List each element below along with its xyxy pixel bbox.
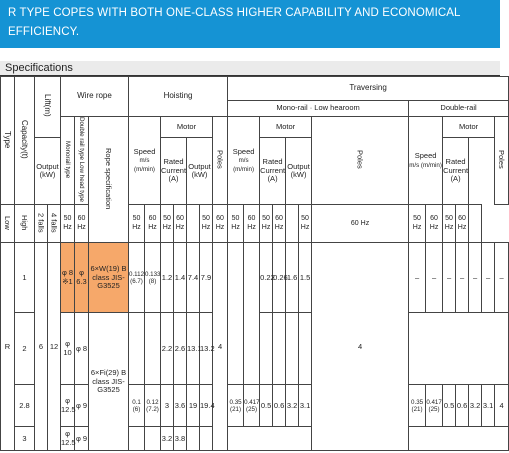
header-hoist-poles: Poles xyxy=(213,117,228,205)
mono-output-50: 0.5 xyxy=(260,385,273,427)
hoist-current-60: 19.4 xyxy=(200,385,213,427)
hoist-poles-cell: 4 xyxy=(213,243,228,451)
dash-cell: – xyxy=(409,243,426,313)
header-double-rail-type: Double rail type Low head type xyxy=(75,117,89,205)
dash-cell: – xyxy=(456,243,469,313)
monorail-rope-cell: φ 8 ※1 xyxy=(61,243,75,313)
hz-60: 60 Hz xyxy=(145,205,161,243)
hz-60: 60 Hz xyxy=(426,205,443,243)
hoist-output-50: 3.2 xyxy=(161,427,174,451)
capacity-cell: 3 xyxy=(15,427,35,451)
hoist-current-60: 13.2 xyxy=(200,313,213,385)
dash-cell: – xyxy=(469,243,482,313)
hz-50: 50 Hz xyxy=(299,205,312,243)
hoist-speed-50: 0.112 (6.7) xyxy=(129,243,145,313)
double-rail-blank xyxy=(409,313,509,385)
header-mono-output: Output (kW) xyxy=(187,137,213,205)
hoist-current-60-blank xyxy=(200,427,213,451)
hz-50: 50 Hz xyxy=(129,205,145,243)
header-double-output: Output (kW) xyxy=(286,137,312,205)
mono-output-60-blank xyxy=(273,313,286,385)
hz-60: 60 Hz xyxy=(456,205,469,243)
hoist-current-50: 13.1 xyxy=(187,313,200,385)
mono-poles-cell: 4 xyxy=(312,243,409,451)
header-mono-motor: Motor xyxy=(260,117,312,138)
poles-blank xyxy=(187,205,200,243)
double-output-50: 0.5 xyxy=(443,385,456,427)
poles-blank xyxy=(469,205,482,243)
type-cell: R xyxy=(1,243,15,451)
specifications-table xyxy=(0,76,509,451)
hz-60: 60 Hz xyxy=(273,205,286,243)
hz-60: 60 Hz xyxy=(174,205,187,243)
header-banner xyxy=(0,0,500,48)
mono-speed-50-blank xyxy=(228,243,244,385)
table-row xyxy=(1,243,509,313)
double-rope-cell: φ 8 xyxy=(75,313,89,385)
header-mono-poles: Poles xyxy=(312,117,409,205)
mono-current-60: 1.5 xyxy=(299,243,312,313)
header-hoist-speed: Speed m/s (m/min) xyxy=(129,117,161,205)
header-lift: Lift(m) xyxy=(35,77,61,138)
hz-50: 50 Hz xyxy=(161,205,174,243)
mono-output-50-blank xyxy=(260,313,273,385)
header-double-speed: Speed m/s (m/min) xyxy=(409,117,443,205)
double-speed-50: 0.35 (21) xyxy=(409,385,426,427)
hoist-current-50: 19 xyxy=(187,385,200,427)
hoist-output-60: 2.6 xyxy=(174,313,187,385)
hz-50: 50 Hz xyxy=(443,205,456,243)
lift-low-cell: 6 xyxy=(35,243,48,451)
mono-speed-60-blank xyxy=(244,243,260,385)
mono-output-60: 0.26 xyxy=(273,243,286,313)
hz-50: 50 Hz xyxy=(260,205,273,243)
double-rope-cell: φ 6.3 xyxy=(75,243,89,313)
header-double-rail: Double-rail xyxy=(409,101,509,117)
header-hoist-current: Rated Current (A) xyxy=(161,137,187,205)
monorail-rope-cell: φ 12.5 xyxy=(61,385,75,427)
dash-cell: – xyxy=(482,243,495,313)
hoist-speed-60: 0.12 (7.2) xyxy=(145,385,161,427)
mono-current-50: 1.6 xyxy=(286,243,299,313)
double-current-60: 3.1 xyxy=(482,385,495,427)
hoist-output-60: 1.4 xyxy=(174,243,187,313)
hoist-output-50: 2.2 xyxy=(161,313,174,385)
hz-50: 50 Hz xyxy=(228,205,244,243)
poles-blank xyxy=(286,205,299,243)
mono-current-50: 3.2 xyxy=(286,385,299,427)
capacity-cell: 1 xyxy=(15,243,35,313)
hoist-current-50-blank xyxy=(187,427,200,451)
table-row xyxy=(1,385,509,427)
table-row xyxy=(1,427,509,451)
hz-50: 50 Hz xyxy=(409,205,426,243)
hz-60: 60 Hz xyxy=(75,205,89,243)
header-double-poles: Poles xyxy=(495,117,509,205)
hz-60: 60 Hz xyxy=(213,205,228,243)
header-low: Low xyxy=(1,205,15,243)
mono-speed-60: 0.417 (25) xyxy=(244,385,260,427)
header-double-motor: Motor xyxy=(443,117,495,138)
lift-high-cell: 12 xyxy=(48,243,61,451)
hoist-output-50: 3 xyxy=(161,385,174,427)
monorail-rope-cell: φ 10 xyxy=(61,313,75,385)
header-2-falls: 2 falls xyxy=(35,205,48,243)
hz-50: 50 Hz xyxy=(200,205,213,243)
header-hoisting: Hoisting xyxy=(129,77,228,117)
mono-current-60-blank xyxy=(299,313,312,385)
double-current-50: 3.2 xyxy=(469,385,482,427)
hoist-speed-60-blank xyxy=(145,313,161,385)
rope-spec-cell: 6×Fi(29) B class JIS-G3525 xyxy=(89,313,129,451)
capacity-cell: 2 xyxy=(15,313,35,385)
hoist-speed-60: 0.133 (8) xyxy=(145,243,161,313)
mono-current-60: 3.1 xyxy=(299,385,312,427)
hz-60: 60 Hz xyxy=(312,205,409,243)
hoist-output-60: 3.8 xyxy=(174,427,187,451)
header-rope-spec: Rope specification xyxy=(89,117,129,243)
header-type: Type xyxy=(1,77,15,205)
hoist-speed-50: 0.1 (6) xyxy=(129,385,145,427)
mono-output-60: 0.6 xyxy=(273,385,286,427)
capacity-cell: 2.8 xyxy=(15,385,35,427)
monorail-rope-cell: φ 12.5 xyxy=(61,427,75,451)
mono-output-50: 0.22 xyxy=(260,243,273,313)
header-monorail-type: Monorail type xyxy=(61,117,75,205)
banner-text: R TYPE COPES WITH BOTH ONE-CLASS HIGHER CAPABILITY AND ECONOMICAL EFFICIENCY. xyxy=(8,7,461,38)
double-rail-blank xyxy=(409,427,509,451)
header-double-current: Rated Current (A) xyxy=(443,137,469,205)
hoist-speed-50-blank xyxy=(129,427,145,451)
header-wire-rope: Wire rope xyxy=(61,77,129,117)
rope-spec-cell: 6×W(19) B class JIS-G3525 xyxy=(89,243,129,313)
header-mono-rail: Mono-rail · Low hearoom xyxy=(228,101,409,117)
hoist-speed-50-blank xyxy=(129,313,145,385)
dash-cell: – xyxy=(426,243,443,313)
mono-rail-blank xyxy=(228,427,312,451)
dash-cell: – xyxy=(495,243,509,313)
section-title: Specifications xyxy=(5,62,73,74)
hz-60: 60 Hz xyxy=(244,205,260,243)
double-rope-cell: φ 9 xyxy=(75,385,89,427)
header-hoist-motor: Motor xyxy=(161,117,213,138)
header-hoist-output: Output (kW) xyxy=(35,137,61,205)
specifications-title xyxy=(0,61,500,76)
hoist-output-60: 3.6 xyxy=(174,385,187,427)
hz-50: 50 Hz xyxy=(61,205,75,243)
header-capacity: Capacity(t) xyxy=(15,77,35,205)
header-mono-speed: Speed m/s (m/min) xyxy=(228,117,260,205)
double-rope-cell: φ 9 xyxy=(75,427,89,451)
mono-current-50-blank xyxy=(286,313,299,385)
header-4-falls: 4 falls xyxy=(48,205,61,243)
hoist-speed-60-blank xyxy=(145,427,161,451)
double-output-60: 0.6 xyxy=(456,385,469,427)
double-poles: 4 xyxy=(495,385,509,427)
header-high: High xyxy=(15,205,35,243)
hoist-output-50: 1.2 xyxy=(161,243,174,313)
header-mono-current: Rated Current (A) xyxy=(260,137,286,205)
hoist-current-50: 7.4 xyxy=(187,243,200,313)
mono-speed-50: 0.35 (21) xyxy=(228,385,244,427)
header-traversing: Traversing xyxy=(228,77,509,101)
dash-cell: – xyxy=(443,243,456,313)
double-speed-60: 0.417 (25) xyxy=(426,385,443,427)
hoist-current-60: 7.9 xyxy=(200,243,213,313)
